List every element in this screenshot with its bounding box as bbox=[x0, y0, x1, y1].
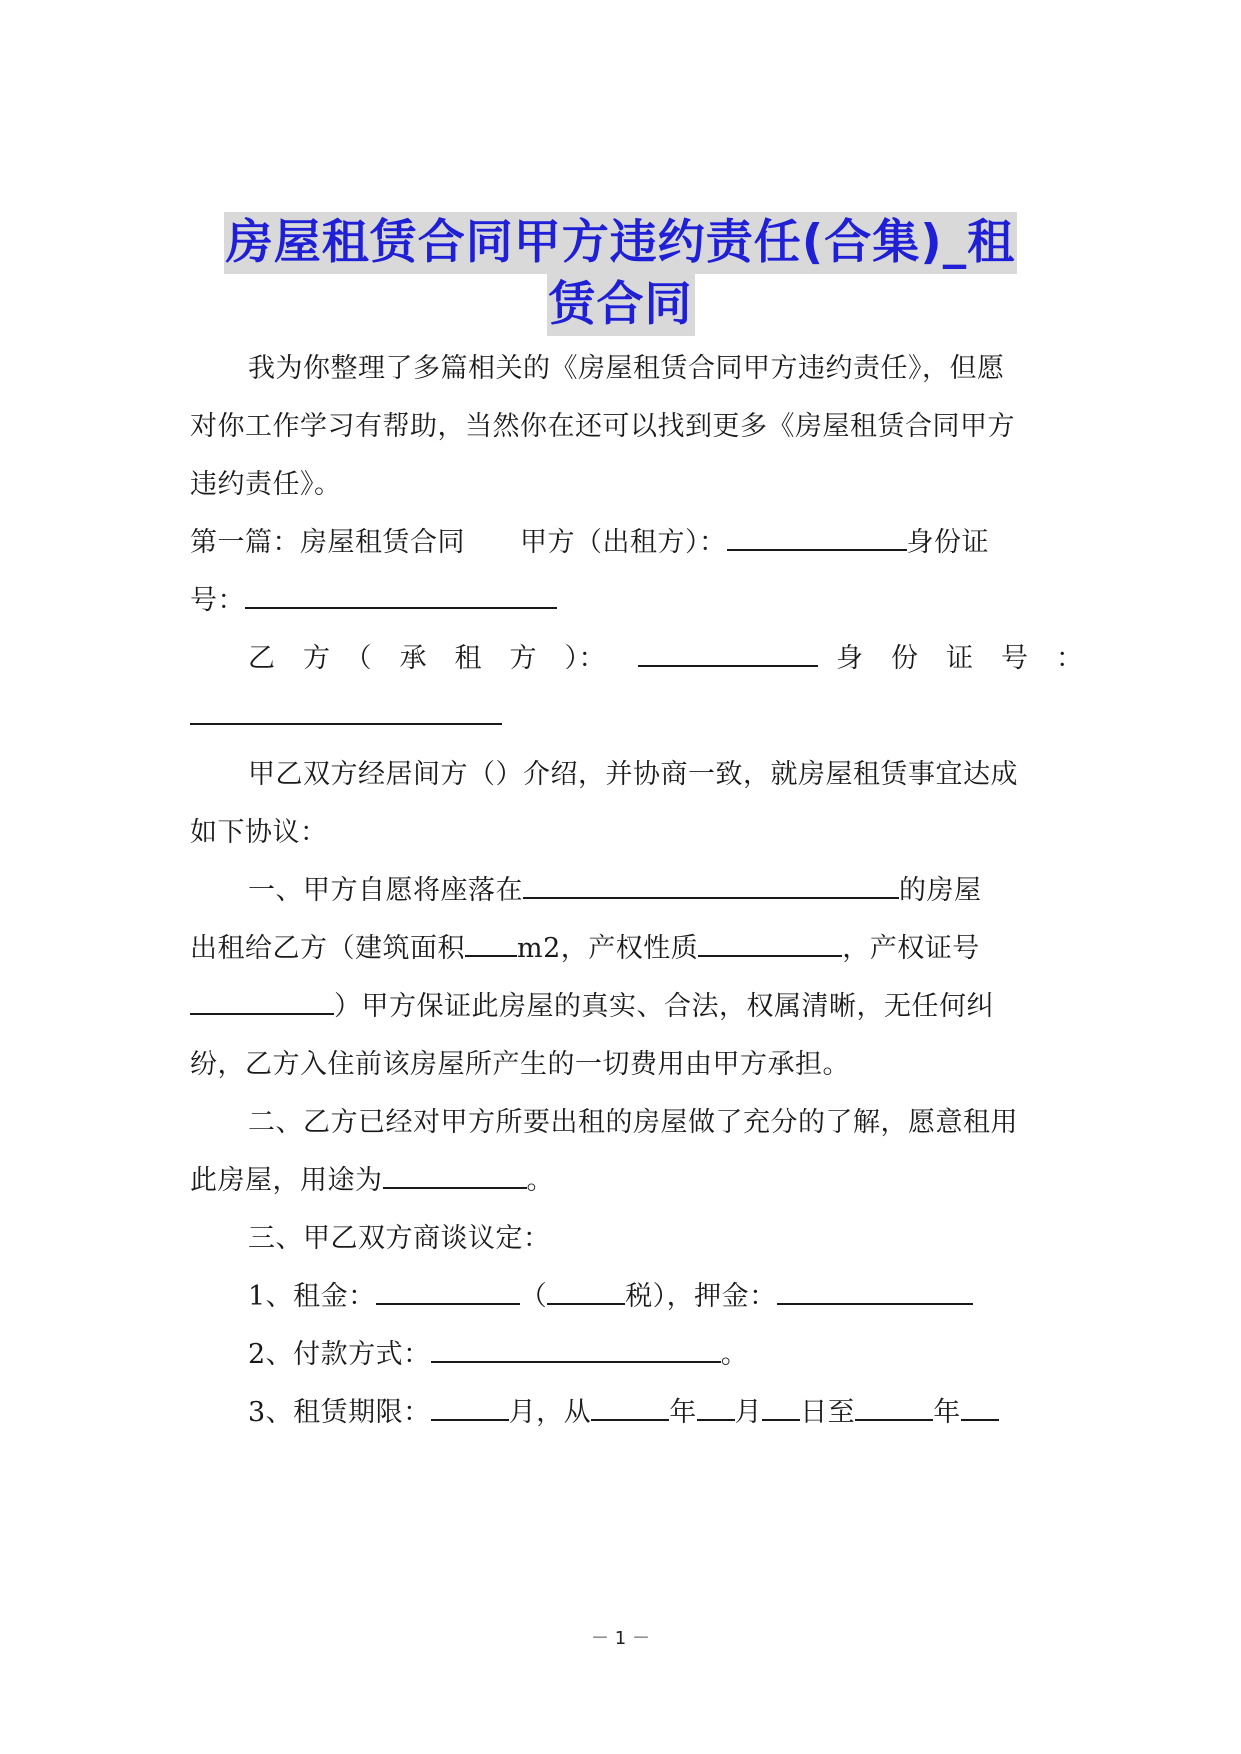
party-a-id-line bbox=[190, 568, 1051, 633]
end-month-blank bbox=[961, 1395, 999, 1421]
party-a-label: 第一篇：房屋租赁合同 甲方（出租方）： bbox=[190, 527, 727, 558]
certificate-blank bbox=[190, 989, 334, 1015]
rent-paren: （ bbox=[519, 1281, 548, 1312]
location-blank bbox=[523, 873, 899, 899]
clause-2-line-2 bbox=[190, 1148, 1051, 1213]
party-b-line bbox=[190, 626, 1109, 691]
party-a-line bbox=[190, 510, 1051, 575]
intro-line-2: 对你工作学习有帮助，当然你在还可以找到更多《房屋租赁合同甲方 bbox=[190, 411, 1015, 442]
deposit-blank bbox=[777, 1279, 973, 1305]
clause-1-text-e: ，产权证号 bbox=[842, 933, 980, 964]
clause-1-line-1 bbox=[190, 858, 1109, 923]
clause-1-line-4: 纷，乙方入住前该房屋所产生的一切费用由甲方承担。 bbox=[190, 1049, 850, 1080]
party-a-id-label: 身份证 bbox=[906, 527, 989, 558]
clause-1-text-b: 的房屋 bbox=[899, 875, 982, 906]
tax-blank bbox=[547, 1279, 625, 1305]
start-month-blank bbox=[697, 1395, 735, 1421]
clause-2-text-a: 此房屋，用途为 bbox=[190, 1165, 383, 1196]
term-year-1: 年 bbox=[669, 1397, 697, 1428]
clause-1-text-d: m2，产权性质 bbox=[517, 933, 699, 964]
payment-blank bbox=[431, 1337, 721, 1363]
term-label: 3、租赁期限： bbox=[248, 1397, 431, 1428]
page-number: － 1 － bbox=[591, 1628, 650, 1649]
term-year-2: 年 bbox=[933, 1397, 961, 1428]
term-month-1: 月 bbox=[734, 1397, 763, 1428]
rent-line bbox=[190, 1264, 1109, 1329]
agreement-line-2: 如下协议： bbox=[190, 817, 328, 848]
party-b-label: 乙 方 （ 承 租 方 ）： bbox=[248, 643, 606, 674]
clause-1-text-f: ）甲方保证此房屋的真实、合法，权属清晰，无任何纠 bbox=[334, 991, 994, 1022]
term-line bbox=[190, 1380, 1109, 1445]
area-blank bbox=[465, 931, 517, 957]
term-to: 日至 bbox=[800, 1397, 856, 1428]
party-b-id-blank bbox=[190, 699, 502, 725]
clause-1-line-2 bbox=[190, 916, 1051, 981]
agreement-line-1: 甲乙双方经居间方（）介绍，并协商一致，就房屋租赁事宜达成 bbox=[248, 759, 1018, 790]
party-b-blank bbox=[638, 641, 818, 667]
end-year-blank bbox=[855, 1395, 933, 1421]
usage-blank bbox=[383, 1163, 527, 1189]
rent-blank bbox=[376, 1279, 520, 1305]
document-title bbox=[190, 212, 1051, 336]
term-months-blank bbox=[431, 1395, 509, 1421]
party-a-id-blank bbox=[245, 583, 557, 609]
clause-3-heading: 三、甲乙双方商谈议定： bbox=[248, 1223, 551, 1254]
title-line-1: 房屋租赁合同甲方违约责任(合集)_租 bbox=[224, 212, 1017, 274]
payment-label: 2、付款方式： bbox=[248, 1339, 431, 1370]
clause-1-text-a: 一、甲方自愿将座落在 bbox=[248, 875, 523, 906]
payment-line bbox=[190, 1322, 1109, 1387]
deposit-label: 税），押金： bbox=[625, 1281, 777, 1312]
start-day-blank bbox=[762, 1395, 800, 1421]
party-b-id-line bbox=[190, 684, 1051, 749]
party-a-blank bbox=[727, 525, 907, 551]
clause-1-line-3 bbox=[190, 974, 1051, 1039]
intro-line-3: 违约责任》。 bbox=[190, 469, 342, 500]
clause-1-text-c: 出租给乙方（建筑面积 bbox=[190, 933, 465, 964]
clause-2-line-1: 二、乙方已经对甲方所要出租的房屋做了充分的了解，愿意租用 bbox=[248, 1107, 1018, 1138]
property-nature-blank bbox=[698, 931, 842, 957]
clause-2-text-b: 。 bbox=[526, 1165, 554, 1196]
party-b-id-label: 身 份 证 号 ： bbox=[836, 643, 1084, 674]
party-a-id-suffix: 号： bbox=[190, 585, 245, 616]
rent-label: 1、租金： bbox=[248, 1281, 376, 1312]
title-line-2: 赁合同 bbox=[547, 274, 695, 336]
term-from: 月，从 bbox=[508, 1397, 592, 1428]
payment-end: 。 bbox=[720, 1339, 749, 1370]
intro-line-1: 我为你整理了多篇相关的《房屋租赁合同甲方违约责任》，但愿 bbox=[248, 353, 1005, 384]
start-year-blank bbox=[591, 1395, 669, 1421]
